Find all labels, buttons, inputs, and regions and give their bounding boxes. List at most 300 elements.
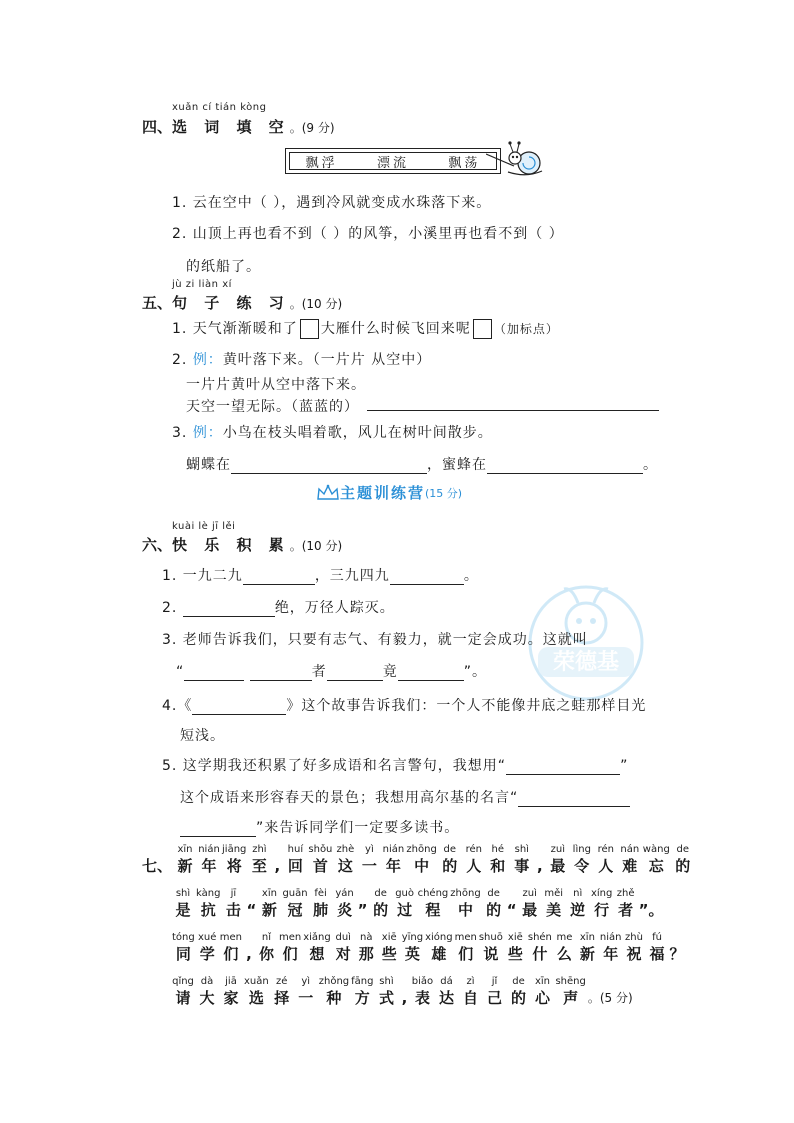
word-bank: [285, 148, 501, 174]
quote-close: ”。: [463, 664, 487, 680]
pinyin: fāng: [351, 976, 374, 987]
character: 首: [312, 857, 328, 875]
pinyin: [246, 887, 256, 901]
s5-q2: [172, 349, 431, 369]
pinyin: nián: [198, 844, 220, 855]
pinyin: nǐ: [261, 932, 272, 943]
character: 你: [258, 945, 274, 963]
s7-char: [571, 843, 593, 875]
s7-char: [334, 843, 356, 875]
s4-q1: 1. 云在空中（ ），遇到冷风就变成水珠落下来。: [172, 195, 492, 211]
answer-line[interactable]: [250, 666, 312, 681]
s7-char: [402, 931, 423, 963]
s7-char: [619, 843, 641, 875]
s7-char: [600, 931, 622, 963]
s5-q3-part1: 蝴蝶在: [186, 457, 231, 473]
pinyin: xīn: [534, 976, 550, 987]
character: 祝: [626, 945, 642, 963]
quote-open: “: [176, 664, 185, 680]
pinyin: zé: [276, 976, 288, 987]
pinyin: xīn: [579, 932, 595, 943]
character: 是: [175, 901, 191, 919]
s5-number: 五、: [142, 294, 173, 312]
answer-line[interactable]: [398, 666, 464, 681]
s7-line: [172, 887, 666, 919]
character: 什: [532, 945, 548, 963]
pinyin: [535, 843, 545, 857]
character: 将: [226, 857, 242, 875]
s7-char: [358, 843, 380, 875]
pinyin: xīn: [261, 888, 277, 899]
pinyin: xīn: [177, 844, 193, 855]
theme-title: 主题训练营: [340, 484, 426, 502]
character: 些: [381, 945, 397, 963]
s7-char: [358, 887, 368, 919]
character: 的: [486, 901, 502, 919]
s4-score: 。(9 分): [289, 121, 335, 135]
character: 择: [274, 989, 290, 1007]
character: 最: [522, 901, 538, 919]
pinyin: [244, 931, 254, 945]
example-label: 例：: [192, 425, 223, 441]
pinyin: xíng: [590, 888, 613, 899]
s7-char: [399, 975, 409, 1007]
character: 过: [397, 901, 413, 919]
pinyin: lìng: [572, 844, 591, 855]
s7-char: [624, 931, 645, 963]
character: 七、: [142, 857, 173, 875]
pinyin: de: [374, 888, 387, 899]
character: 说: [483, 945, 499, 963]
character: 中: [414, 857, 430, 875]
pinyin: de: [443, 844, 457, 855]
character: 英: [404, 945, 420, 963]
character: ”。: [638, 901, 664, 919]
watermark-text: 荣德基: [552, 650, 620, 675]
s7-char: [595, 843, 617, 875]
character: 选: [248, 989, 264, 1007]
pinyin: shén: [527, 932, 552, 943]
s5-q2-number: 2.: [172, 352, 188, 368]
pinyin: huí: [287, 844, 304, 855]
answer-line[interactable]: [390, 570, 464, 585]
answer-line[interactable]: [180, 822, 256, 837]
pinyin: de: [487, 888, 500, 899]
s5-q3-task: [186, 454, 658, 474]
s6-q3-blanks: [176, 661, 487, 681]
s7-char: [394, 887, 416, 919]
pinyin: me: [556, 932, 573, 943]
s7-char: [284, 843, 306, 875]
s7-line: [172, 975, 635, 1007]
character: “: [506, 901, 517, 919]
pinyin: wàng: [642, 844, 670, 855]
s7-char: [554, 931, 575, 963]
pinyin: yīng: [401, 932, 424, 943]
pinyin: dá: [440, 976, 453, 987]
pinyin: biǎo: [411, 976, 434, 987]
s6-q5-line2: [180, 787, 630, 807]
pinyin: xiē: [507, 932, 523, 943]
character: 的: [675, 857, 691, 875]
s7-char: [577, 931, 598, 963]
s7-line: [172, 931, 687, 963]
pinyin: [588, 975, 633, 989]
s7-char: [567, 887, 589, 919]
character: 声: [563, 989, 579, 1007]
s7-char: [222, 887, 244, 919]
character: ,: [401, 989, 408, 1007]
s6-q5: [162, 755, 628, 775]
character: ,: [274, 857, 281, 875]
pinyin: shì: [514, 844, 529, 855]
character: 这: [337, 857, 353, 875]
s6-q2-text: 绝，万径人踪灭。: [274, 600, 395, 616]
s7-char: [174, 843, 196, 875]
s5-heading: [142, 292, 342, 313]
pinyin: zì: [466, 976, 475, 987]
character: 回: [287, 857, 303, 875]
pinyin: xuǎn: [244, 976, 269, 987]
pinyin: zhě: [616, 888, 635, 899]
pinyin: shì: [379, 976, 394, 987]
s6-q5-part3: ”来告诉同学们一定要多读书。: [256, 820, 460, 836]
s7-char: [411, 975, 433, 1007]
pinyin: [272, 843, 282, 857]
character: 一: [298, 989, 314, 1007]
pinyin: zhì: [252, 844, 267, 855]
character: 想: [309, 945, 325, 963]
character: ,: [536, 857, 543, 875]
character: 们: [223, 945, 239, 963]
s7-char: [647, 931, 668, 963]
pinyin: [358, 887, 368, 901]
s7-char: [248, 843, 270, 875]
s5-q1-part1: 1. 天气渐渐暖和了: [172, 321, 298, 337]
character: 难: [622, 857, 638, 875]
s6-q3-zhe: 者: [311, 664, 327, 680]
s7-char: [197, 931, 218, 963]
character: 那: [358, 945, 374, 963]
s6-q3: 3. 老师告诉我们，只要有志气、有毅力，就一定会成功。这就叫: [162, 632, 588, 648]
s7-char: [519, 887, 541, 919]
s7-char: [172, 975, 194, 1007]
character: 同: [175, 945, 191, 963]
character: ,: [246, 945, 252, 963]
s6-heading: [142, 534, 342, 555]
s7-char: [672, 843, 694, 875]
s4-heading: [142, 116, 335, 137]
example-label: 例：: [192, 352, 223, 368]
character: 一: [361, 857, 377, 875]
character: 种: [326, 989, 342, 1007]
pinyin: [639, 887, 664, 901]
s7-char: [196, 887, 220, 919]
character: 。(5 分): [587, 991, 633, 1005]
s7-char: [244, 975, 269, 1007]
s6-score: 。(10 分): [289, 539, 343, 553]
s7-char: [511, 843, 533, 875]
character: 的: [373, 901, 389, 919]
character: 中: [457, 901, 473, 919]
s7-char: [639, 887, 664, 919]
pinyin: de: [676, 844, 690, 855]
character: 者: [618, 901, 634, 919]
character: 击: [225, 901, 241, 919]
s7-char: [220, 975, 242, 1007]
s7-char: [555, 975, 585, 1007]
pinyin: yì: [365, 844, 374, 855]
pinyin: xiē: [381, 932, 397, 943]
s7-char: [272, 843, 282, 875]
s7-char: [507, 887, 517, 919]
s5-q1-hint: （加标点）: [493, 322, 559, 336]
s7-line: [142, 843, 696, 875]
character: 自: [462, 989, 478, 1007]
pinyin: chéng: [417, 888, 449, 899]
s7-char: [222, 843, 246, 875]
pinyin: xué: [198, 932, 217, 943]
character: 年: [603, 945, 619, 963]
s5-q1-part2: 大雁什么时候飞回来呢: [320, 321, 471, 337]
character: 新: [261, 901, 277, 919]
character: 忘: [648, 857, 664, 875]
pinyin: zhǒng: [318, 976, 350, 987]
character: 年: [201, 857, 217, 875]
pinyin: zhōng: [450, 888, 481, 899]
character: 家: [223, 989, 239, 1007]
answer-line[interactable]: [518, 792, 630, 807]
pinyin: tóng: [172, 932, 195, 943]
s7-char: [282, 887, 307, 919]
character: 人: [598, 857, 614, 875]
s7-char: [303, 931, 331, 963]
s5-q3-example: 小鸟在枝头唱着歌，风儿在树叶间散步。: [222, 425, 493, 441]
character: 么: [556, 945, 572, 963]
pinyin: shuō: [478, 932, 503, 943]
s5-q2-example: 黄叶落下来。（一片片 从空中）: [222, 352, 432, 368]
s6-q5-quote-close: ”: [620, 758, 629, 774]
pinyin: nà: [359, 932, 373, 943]
s6-q3-jing: 竟: [382, 664, 398, 680]
s7-char: [455, 931, 477, 963]
pinyin: nián: [599, 932, 622, 943]
pinyin: [142, 843, 172, 857]
s7-char: [198, 843, 220, 875]
character: 的: [510, 989, 526, 1007]
character: “: [246, 901, 257, 919]
s6-q5-part1: 5. 这学期我还积累了好多成语和名言警句，我想用“: [162, 758, 507, 774]
s7-char: [308, 843, 332, 875]
pinyin: men: [219, 932, 242, 943]
s6-q4-part2: 》这个故事告诉我们：一个人不能像井底之蛙那样目光: [286, 698, 647, 714]
s7-char: [244, 931, 254, 963]
pinyin: [399, 975, 409, 989]
word-option: 飘荡: [448, 155, 481, 171]
pinyin: zhù: [625, 932, 643, 943]
character: 行: [594, 901, 610, 919]
s7-char: [450, 887, 480, 919]
s7-char: [258, 887, 280, 919]
s7-char: [439, 843, 461, 875]
word-option: 飘浮: [305, 155, 338, 171]
character: 抗: [200, 901, 216, 919]
answer-line[interactable]: [367, 396, 659, 411]
pinyin: guān: [282, 888, 308, 899]
character: 的: [442, 857, 458, 875]
s7-char: [543, 887, 565, 919]
s7-char: [356, 931, 377, 963]
character: 至: [251, 857, 267, 875]
s7-char: [483, 975, 505, 1007]
s4-q2: 2. 山顶上再也看不到（ ）的风筝，小溪里再也看不到（ ）: [172, 226, 564, 242]
pinyin: dà: [200, 976, 214, 987]
word-option: 漂流: [376, 155, 409, 171]
character: 雄: [431, 945, 447, 963]
s7-char: [425, 931, 453, 963]
character: ？: [669, 945, 685, 963]
s6-q1-part1: 1. 一九二九: [162, 568, 243, 584]
theme-banner: [316, 482, 462, 503]
s7-char: [382, 843, 404, 875]
pinyin: jiā: [225, 976, 237, 987]
s6-q2: [162, 597, 395, 617]
pinyin: men: [278, 932, 302, 943]
s7-char: [479, 931, 503, 963]
answer-line[interactable]: [183, 602, 275, 617]
s6-q4-cont: 短浅。: [180, 728, 225, 744]
character: 达: [438, 989, 454, 1007]
s6-q5-line3: [180, 817, 459, 837]
pinyin: xióng: [425, 932, 453, 943]
s7-char: [220, 931, 242, 963]
s6-q1-part2: ，三九四九: [314, 568, 390, 584]
s7-char: [334, 887, 356, 919]
answer-line[interactable]: [231, 459, 427, 474]
pinyin: zuì: [550, 844, 565, 855]
s7-char: [615, 887, 637, 919]
s7-char: [295, 975, 317, 1007]
s4-pinyin: xuǎn cí tián kòng: [172, 102, 267, 113]
pinyin: yì: [301, 976, 311, 987]
s7-char: [528, 931, 552, 963]
s5-q3-part3: 。: [643, 457, 658, 473]
s7-char: [172, 887, 194, 919]
pinyin: guò: [395, 888, 414, 899]
pinyin: xiǎng: [303, 932, 331, 943]
pinyin: yán: [335, 888, 354, 899]
s6-number: 六、: [142, 536, 173, 554]
s7-char: [670, 931, 685, 963]
answer-line[interactable]: [327, 666, 383, 681]
s7-char: [643, 843, 670, 875]
pinyin: qǐng: [172, 976, 194, 987]
s7-char: [535, 843, 545, 875]
s4-q2-cont: 的纸船了。: [186, 259, 261, 275]
s6-title: 快 乐 积 累: [172, 536, 290, 554]
s7-char: [172, 931, 195, 963]
s7-char: [547, 843, 569, 875]
punctuation-box[interactable]: [473, 319, 492, 339]
s7-char: [333, 931, 354, 963]
pinyin: [670, 931, 685, 945]
answer-line[interactable]: [506, 760, 620, 775]
s6-q1: [162, 565, 479, 585]
answer-line[interactable]: [184, 666, 244, 681]
pinyin: fèi: [314, 888, 327, 899]
s7-char: [379, 931, 400, 963]
s7-char: [279, 931, 301, 963]
character: 炎: [337, 901, 353, 919]
character: 新: [579, 945, 595, 963]
pinyin: jiāng: [222, 844, 247, 855]
punctuation-box[interactable]: [300, 319, 319, 339]
character: 学: [199, 945, 215, 963]
s4-number: 四、: [142, 118, 173, 136]
s6-q2-number: 2.: [162, 600, 178, 616]
s5-q3: [172, 422, 493, 442]
pinyin: shì: [175, 888, 191, 899]
s5-q2-task: 天空一望无际。（蓝蓝的）: [186, 399, 359, 415]
s7-char: [271, 975, 293, 1007]
pinyin: [507, 887, 517, 901]
answer-line[interactable]: [243, 570, 315, 585]
pinyin: měi: [544, 888, 563, 899]
pinyin: rén: [597, 844, 614, 855]
s7-char: [319, 975, 349, 1007]
s5-pinyin: jù zi liàn xí: [172, 279, 232, 290]
pinyin: hé: [491, 844, 505, 855]
character: 最: [550, 857, 566, 875]
pinyin: jī: [230, 888, 237, 899]
s6-pinyin: kuài lè jī lěi: [172, 521, 236, 532]
character: 己: [486, 989, 502, 1007]
s7-char: [588, 975, 633, 1007]
pinyin: nián: [382, 844, 405, 855]
character: 程: [425, 901, 441, 919]
pinyin: kàng: [196, 888, 221, 899]
character: 年: [385, 857, 401, 875]
pinyin: rén: [465, 844, 482, 855]
s7-char: [196, 975, 218, 1007]
s7-char: [507, 975, 529, 1007]
answer-line[interactable]: [487, 459, 643, 474]
character: ”: [357, 901, 368, 919]
character: 美: [546, 901, 562, 919]
character: 心: [534, 989, 550, 1007]
s7-char: [142, 843, 172, 875]
snail-mascot-icon: [486, 138, 548, 180]
pinyin: nì: [573, 888, 583, 899]
pinyin: fú: [652, 932, 662, 943]
s7-char: [483, 887, 505, 919]
character: 福: [649, 945, 665, 963]
s6-q5-part2: 这个成语来形容春天的景色；我想用高尔基的名言“: [180, 790, 519, 806]
s7-char: [246, 887, 256, 919]
s7-char: [591, 887, 613, 919]
character: 冠: [287, 901, 303, 919]
character: 们: [458, 945, 474, 963]
s6-q1-part3: 。: [463, 568, 479, 584]
character: 们: [282, 945, 298, 963]
s7-char: [435, 975, 457, 1007]
s6-q4-part1: 4.《: [162, 698, 193, 714]
s7-char: [505, 931, 526, 963]
character: 式: [378, 989, 394, 1007]
character: 方: [354, 989, 370, 1007]
s5-score: 。(10 分): [289, 297, 343, 311]
answer-line[interactable]: [192, 700, 286, 715]
